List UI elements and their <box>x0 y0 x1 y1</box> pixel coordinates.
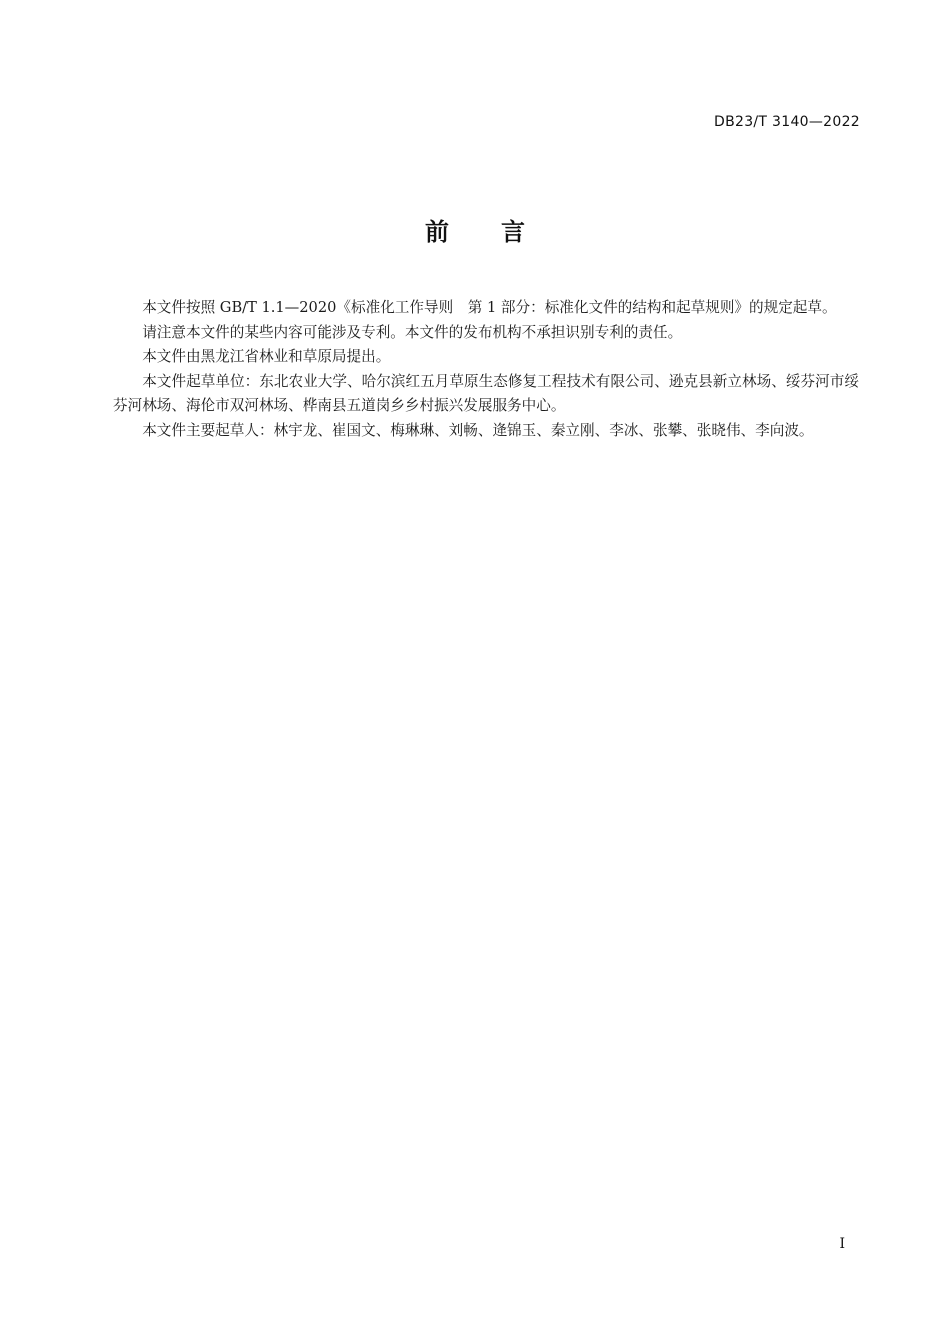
paragraph-patent-notice: 请注意本文件的某些内容可能涉及专利。本文件的发布机构不承担识别专利的责任。 <box>142 323 683 341</box>
foreword-body <box>113 296 859 443</box>
paragraph-proposer: 本文件由黑龙江省林业和草原局提出。 <box>142 348 391 365</box>
paragraph-drafting-units: 本文件起草单位：东北农业大学、哈尔滨红五月草原生态修复工程技术有限公司、逊克县新立林场、绥芬河市绥芬河林场、海伦市双河林场、桦南县五道岗乡乡村振兴发展服务中心。 <box>113 372 859 414</box>
paragraph-drafting-rules: 本文件按照 GB/T 1.1—2020《标准化工作导则 第 1 部分：标准化文件的结构和起草规则》的规定起草。 <box>142 299 837 316</box>
page-number: I <box>839 1236 845 1252</box>
paragraph-drafters: 本文件主要起草人：林宇龙、崔国文、梅琳琳、刘畅、逄锦玉、秦立刚、李冰、张攀、张晓伟、李向波。 <box>142 421 814 439</box>
page-title: 前言 <box>425 218 577 246</box>
document-code: DB23/T 3140—2022 <box>714 114 860 130</box>
